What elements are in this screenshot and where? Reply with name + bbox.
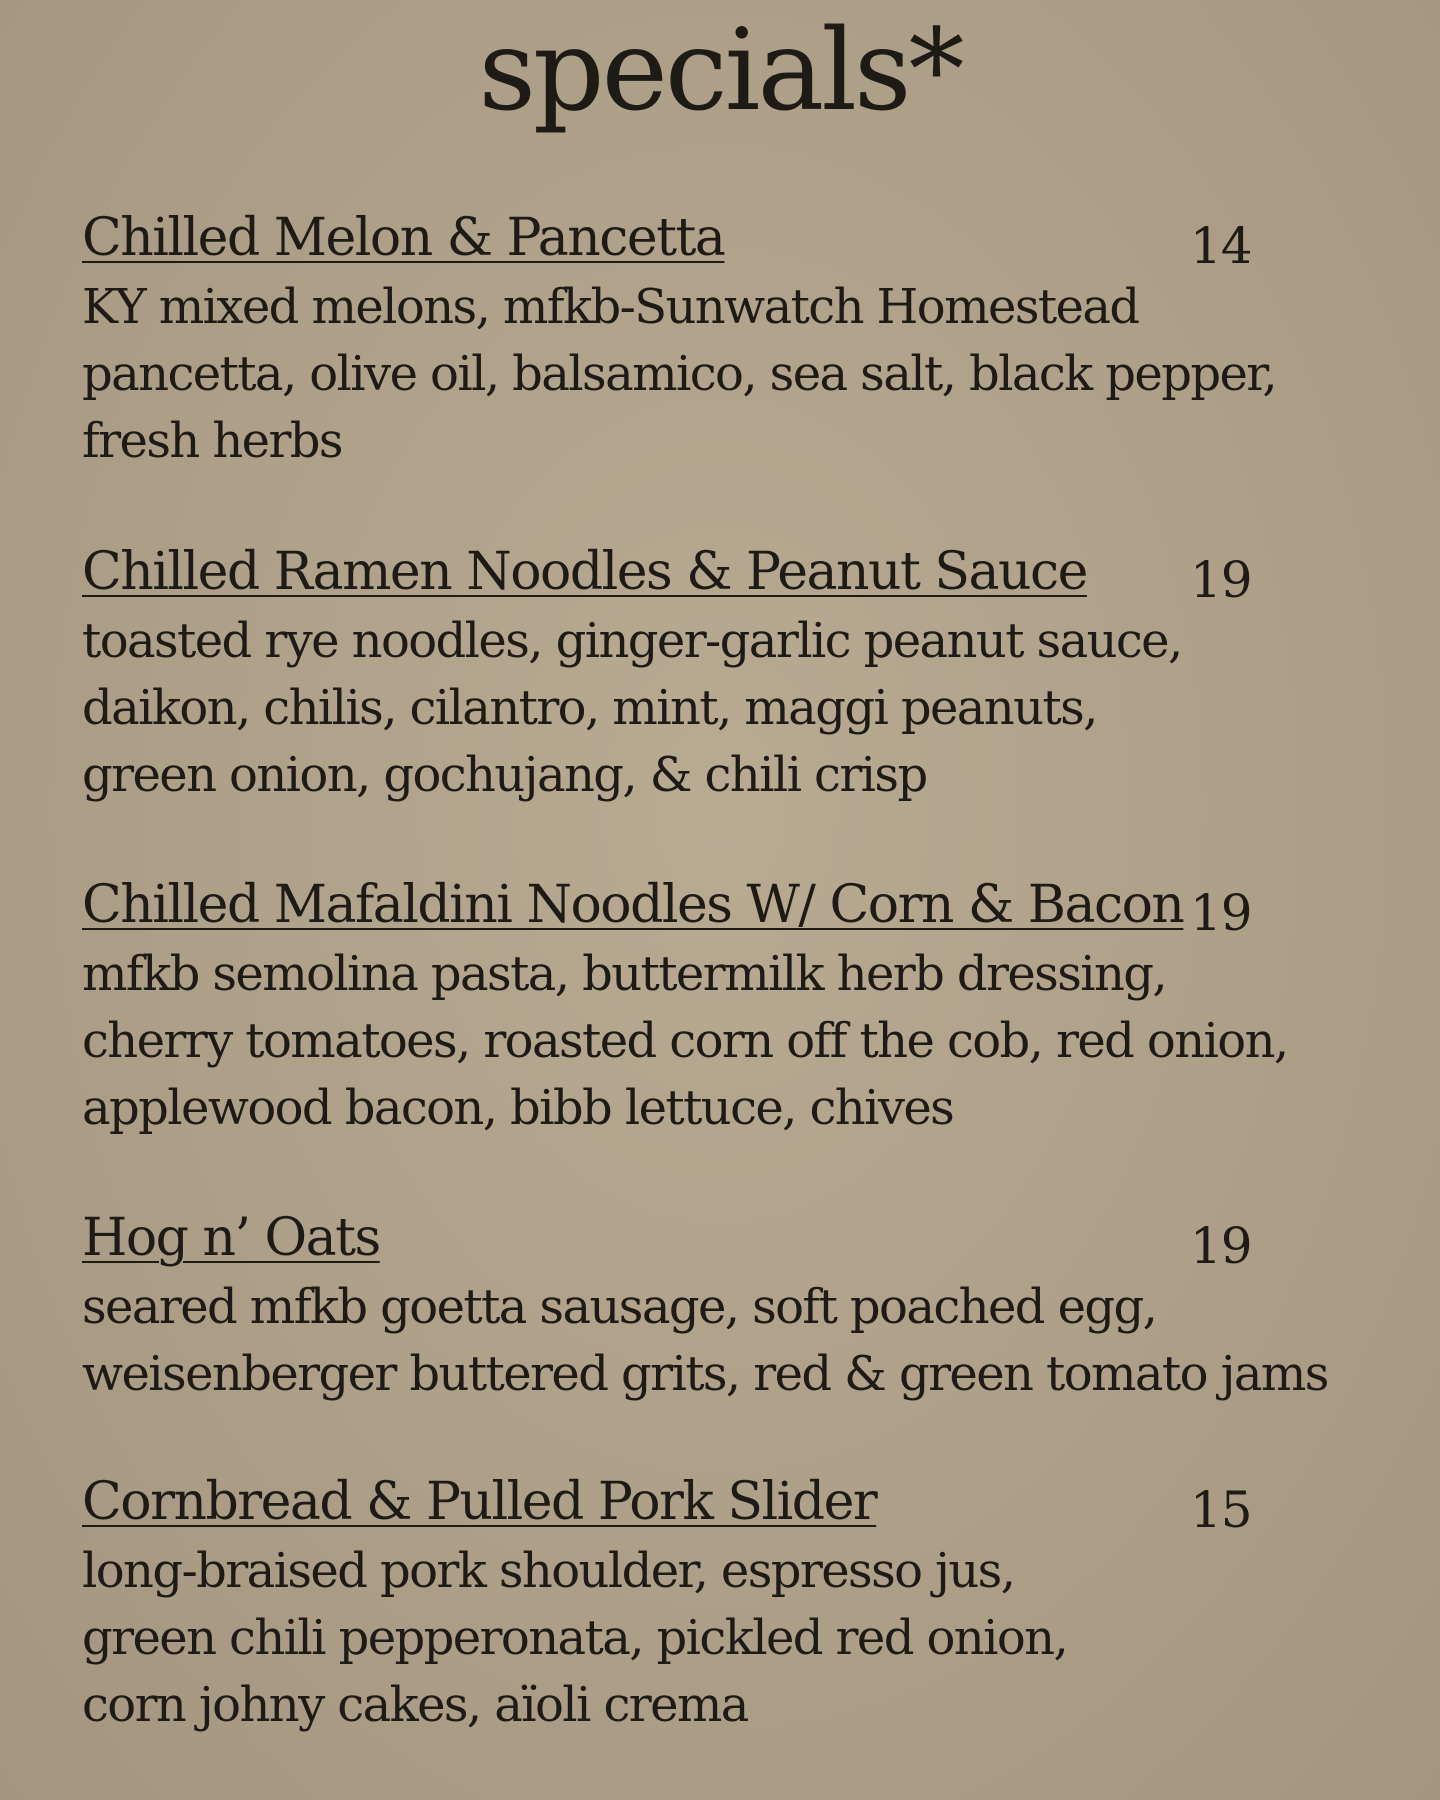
menu-item	[82, 1208, 1382, 1408]
menu-item-name: Cornbread & Pulled Pork Slider	[82, 1472, 877, 1532]
menu-item-description: long-braised pork shoulder, espresso jus, green chili pepperonata, pickled red onion, corn johny cakes, aïoli crema	[82, 1543, 1068, 1733]
menu-item-description: seared mfkb goetta sausage, soft poached egg, weisenberger buttered grits, red & green tomato jams	[82, 1279, 1328, 1402]
menu-item	[82, 875, 1382, 1142]
menu-item-price: 19	[1190, 884, 1252, 942]
menu-item-description: toasted rye noodles, ginger-garlic peanut sauce, daikon, chilis, cilantro, mint, maggi peanuts, green onion, gochujang, & chili crisp	[82, 613, 1182, 803]
menu-item-name: Hog n’ Oats	[82, 1208, 380, 1268]
menu-item-description: KY mixed melons, mfkb-Sunwatch Homestead pancetta, olive oil, balsamico, sea salt, black pepper, fresh herbs	[82, 279, 1277, 469]
menu-item-header	[82, 875, 1382, 941]
menu-title: specials*	[478, 6, 962, 136]
menu-item-price: 19	[1190, 1217, 1252, 1275]
menu-item-price: 14	[1190, 217, 1252, 275]
menu-item-name: Chilled Ramen Noodles & Peanut Sauce	[82, 542, 1087, 602]
menu-item-price: 19	[1190, 551, 1252, 609]
menu-item-header	[82, 1472, 1382, 1538]
menu-item-header	[82, 208, 1382, 274]
menu-item	[82, 1472, 1382, 1739]
menu-item-description: mfkb semolina pasta, buttermilk herb dressing, cherry tomatoes, roasted corn off the cob, red onion, applewood bacon, bibb lettuce, chives	[82, 946, 1288, 1136]
menu-item-name: Chilled Melon & Pancetta	[82, 208, 725, 268]
menu-item	[82, 542, 1382, 809]
menu-item	[82, 208, 1382, 475]
menu-item-header	[82, 1208, 1382, 1274]
menu-item-header	[82, 542, 1382, 608]
menu-item-price: 15	[1190, 1481, 1252, 1539]
menu-item-name: Chilled Mafaldini Noodles W/ Corn & Bacon	[82, 875, 1184, 935]
